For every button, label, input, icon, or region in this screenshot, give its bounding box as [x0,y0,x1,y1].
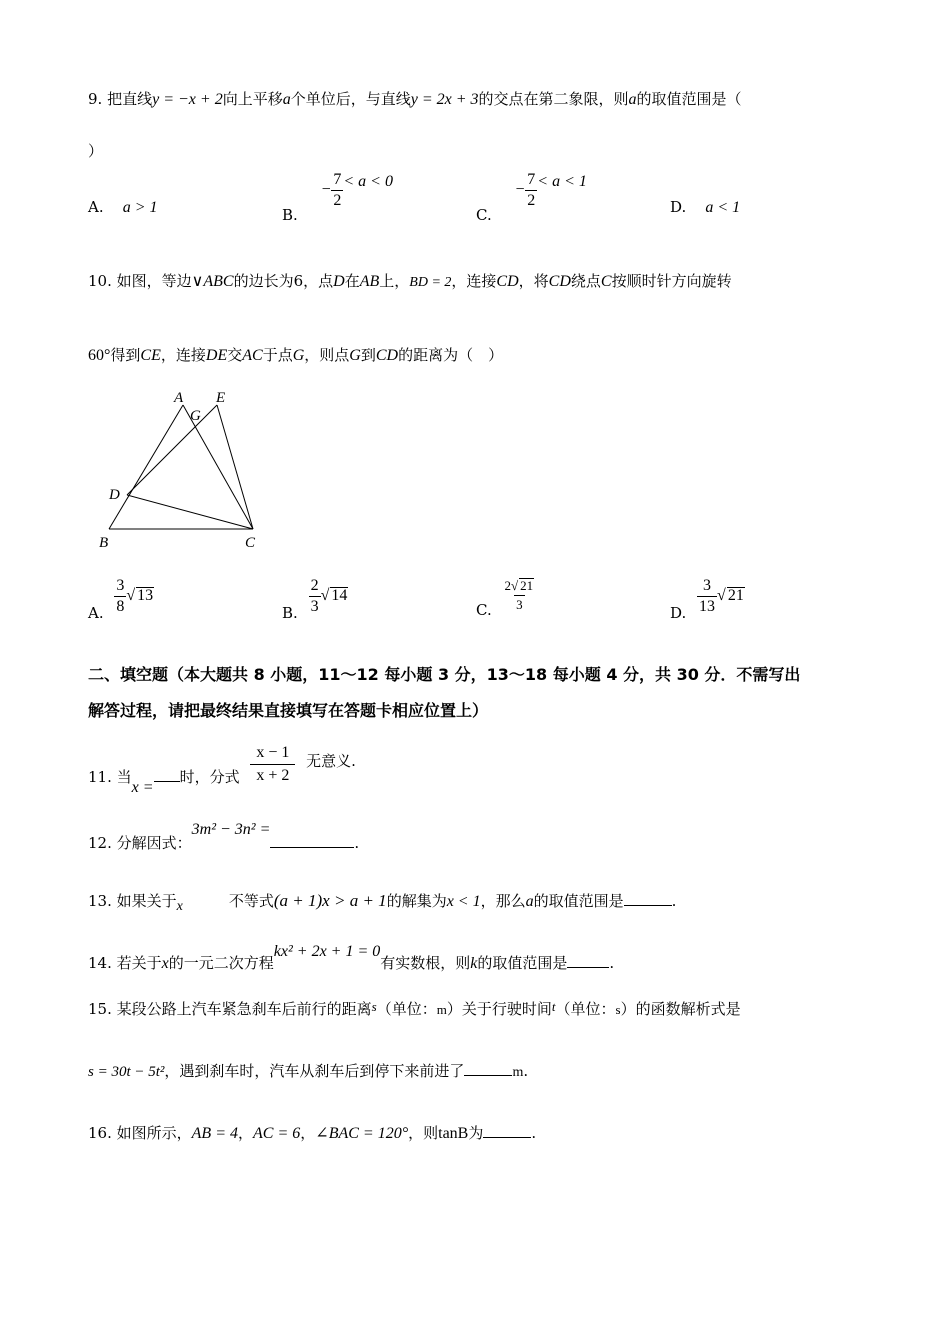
label-g: G [190,408,201,424]
segment-ab [109,405,183,529]
q12-answer-blank[interactable] [270,833,354,848]
label-d: D [109,487,120,503]
q10-option-a: A. $\frac{3}{8}$ √ 13 [88,577,154,623]
segment-ec [217,405,253,529]
q10-line2: 60°得到CE，连接DE交AC于点G，则点G到CD的距离为（ ） [88,346,504,364]
q14: 14. 若关于x的一元二次方程kx² + 2x + 1 = 0有实数根，则k的取值范围是 . [88,943,615,972]
q14-answer-blank[interactable] [567,953,609,968]
label-b: B [99,535,109,551]
q15-answer-blank[interactable] [464,1061,512,1076]
q9-line1: 9. 把直线y = −x + 2向上平移a个单位后，与直线y = 2x + 3的交点在第二象限，则a的取值范围是（ [88,90,742,108]
q9-number: 9. [88,90,103,108]
q9-option-b: B. − $\frac{7}{2}$ < a < 0 [282,171,393,225]
q16-answer-blank[interactable] [483,1123,531,1138]
q16: 16. 如图所示，AB = 4，AC = 6，∠BAC = 120°，则tanB为 . [88,1124,537,1142]
q13-answer-blank[interactable] [624,891,672,906]
label-e: E [216,390,226,406]
q12: 12. 分解因式：3m² − 3n² =. [88,821,360,852]
label-c: C [245,535,256,551]
q9-option-a: A. a > 1 [88,198,158,216]
section2-heading-line2: 解答过程，请把最终结果直接填写在答题卡相应位置上） [88,701,489,720]
q10-option-b: B. $\frac{2}{3}$ √ 14 [282,577,348,623]
q13: 13. 如果关于x 不等式(a + 1)x > a + 1的解集为x < 1，那么a的取值范围是 . [88,891,677,914]
segment-dc [127,495,253,529]
segment-de [127,405,217,495]
q10-line1: 10. 如图，等边∨ABC的边长为6，点D在AB上，BD = 2，连接CD，将CD绕点C按顺时针方向旋转 [88,272,732,290]
q9-option-d: D. a < 1 [670,198,741,216]
q10-number: 10. [88,272,112,290]
q10-option-d: D. $\frac{3}{13}$ √ 21 [670,577,744,623]
q10-figure [95,385,275,555]
q9-option-c: C. − $\frac{7}{2}$ < a < 1 [476,171,587,225]
q15-line2: s = 30t − 5t²，遇到刹车时，汽车从刹车后到停下来前进了 m. [88,1062,529,1080]
section2-heading-line1: 二、填空题（本大题共 8 小题，11～12 每小题 3 分，13～18 每小题 4 分，共 30 分．不需写出 [88,665,801,684]
label-a: A [174,390,184,406]
q11-answer-blank[interactable] [154,767,180,782]
q10-option-c: C. $\frac{2√ 21}{3}$ [476,578,534,620]
q9-line2: ） [88,142,104,160]
q15-line1: 15. 某段公路上汽车紧急刹车后前行的距离s（单位：m）关于行驶时间t（单位：s）的函数解析式是 [88,999,741,1018]
q11: 11. 当x =时，分式 $\frac{x - 1}{x + 2}$ 无意义. [88,744,356,797]
